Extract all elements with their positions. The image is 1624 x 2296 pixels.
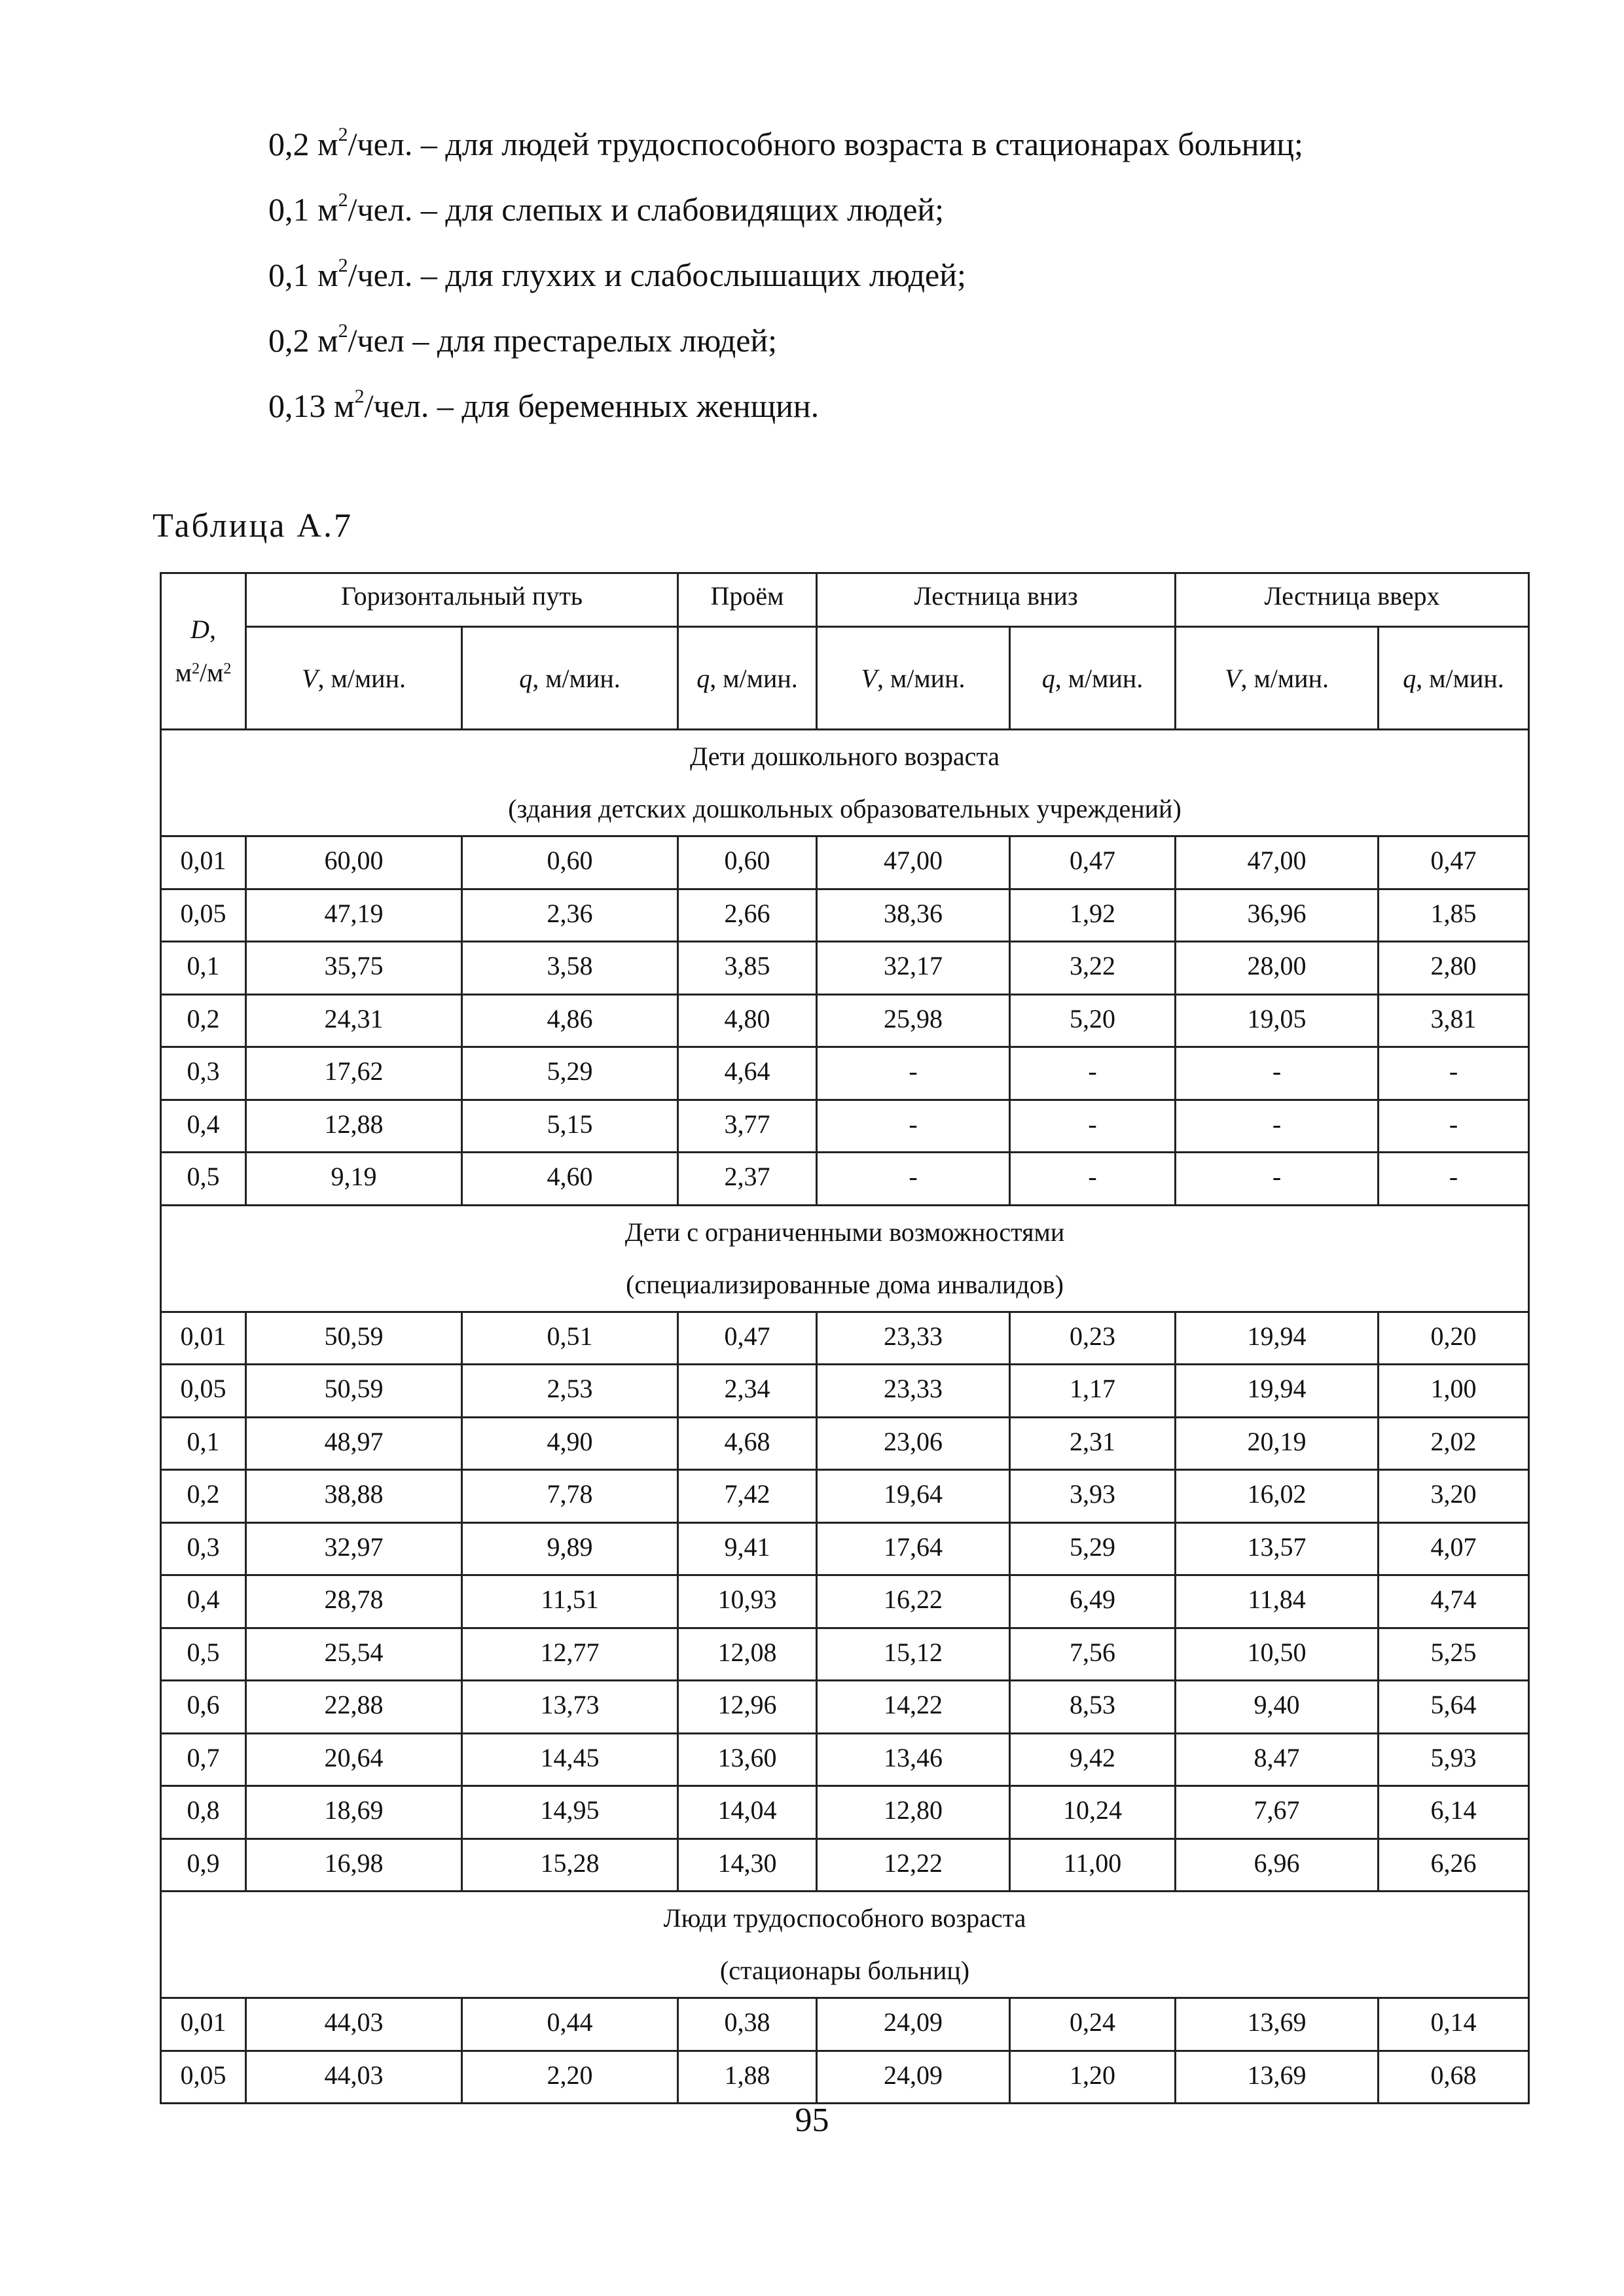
- value-cell: 7,56: [1010, 1628, 1176, 1681]
- value-cell: 5,20: [1010, 994, 1176, 1047]
- intro-description: /чел – для престарелых людей;: [348, 322, 778, 359]
- value-cell: 13,69: [1176, 1998, 1379, 2051]
- value-cell: 16,02: [1176, 1470, 1379, 1523]
- value-cell: 32,97: [246, 1522, 462, 1575]
- value-cell: 12,77: [462, 1628, 678, 1681]
- value-cell: -: [817, 1100, 1010, 1153]
- value-cell: 17,64: [817, 1522, 1010, 1575]
- value-cell: 3,58: [462, 942, 678, 995]
- value-cell: 5,64: [1379, 1681, 1529, 1734]
- value-cell: 12,88: [246, 1100, 462, 1153]
- intro-description: /чел. – для слепых и слабовидящих людей;: [348, 191, 945, 228]
- value-cell: 25,54: [246, 1628, 462, 1681]
- table-row: [161, 1470, 1529, 1523]
- value-cell: 19,64: [817, 1470, 1010, 1523]
- intro-superscript: 2: [354, 386, 365, 407]
- section-header: [161, 730, 1529, 836]
- value-cell: 10,50: [1176, 1628, 1379, 1681]
- value-cell: 19,94: [1176, 1365, 1379, 1418]
- subheader-cell: V, м/мин.: [246, 627, 462, 730]
- density-cell: 0,05: [161, 889, 246, 942]
- value-cell: 0,60: [678, 836, 817, 889]
- table-row: [161, 1312, 1529, 1365]
- value-cell: -: [1010, 1100, 1176, 1153]
- value-cell: 38,36: [817, 889, 1010, 942]
- section-title: Дети дошкольного возраста: [689, 742, 1000, 771]
- value-cell: 4,80: [678, 994, 817, 1047]
- section-subtitle: (специализированные дома инвалидов): [626, 1269, 1064, 1299]
- intro-superscript: 2: [338, 320, 348, 342]
- section-subtitle: (стационары больниц): [719, 1956, 970, 1985]
- value-cell: 0,20: [1379, 1312, 1529, 1365]
- value-cell: 5,29: [462, 1047, 678, 1100]
- value-cell: 1,88: [678, 2051, 817, 2104]
- value-cell: 9,41: [678, 1522, 817, 1575]
- value-cell: 19,94: [1176, 1312, 1379, 1365]
- value-cell: 11,84: [1176, 1575, 1379, 1628]
- intro-value: 0,13 м: [268, 387, 355, 424]
- header-doorway: Проём: [678, 573, 817, 627]
- value-cell: 9,42: [1010, 1733, 1176, 1786]
- section-header: [161, 1205, 1529, 1312]
- table-row: [161, 1839, 1529, 1892]
- value-cell: 4,60: [462, 1153, 678, 1206]
- section-title: Дети с ограниченными возможностями: [624, 1217, 1065, 1247]
- value-cell: 17,62: [246, 1047, 462, 1100]
- subheader-cell: q, м/мин.: [462, 627, 678, 730]
- value-cell: 50,59: [246, 1365, 462, 1418]
- value-cell: 44,03: [246, 2051, 462, 2104]
- density-cell: 0,05: [161, 2051, 246, 2104]
- value-cell: 7,78: [462, 1470, 678, 1523]
- section-header-row: [161, 730, 1529, 836]
- value-cell: 25,98: [817, 994, 1010, 1047]
- value-cell: 10,24: [1010, 1786, 1176, 1839]
- value-cell: 2,37: [678, 1153, 817, 1206]
- value-cell: 3,22: [1010, 942, 1176, 995]
- value-cell: 0,47: [1379, 836, 1529, 889]
- value-cell: 15,12: [817, 1628, 1010, 1681]
- value-cell: 6,26: [1379, 1839, 1529, 1892]
- value-cell: 4,07: [1379, 1522, 1529, 1575]
- intro-description: /чел. – для глухих и слабослышащих людей;: [348, 257, 966, 293]
- value-cell: 16,98: [246, 1839, 462, 1892]
- value-cell: 28,78: [246, 1575, 462, 1628]
- value-cell: 24,09: [817, 1998, 1010, 2051]
- value-cell: -: [1176, 1100, 1379, 1153]
- density-cell: 0,7: [161, 1733, 246, 1786]
- value-cell: -: [1379, 1100, 1529, 1153]
- value-cell: 47,00: [1176, 836, 1379, 889]
- value-cell: 4,64: [678, 1047, 817, 1100]
- value-cell: 9,40: [1176, 1681, 1379, 1734]
- density-cell: 0,01: [161, 1998, 246, 2051]
- table-row: [161, 942, 1529, 995]
- value-cell: 35,75: [246, 942, 462, 995]
- value-cell: 14,95: [462, 1786, 678, 1839]
- value-cell: 19,05: [1176, 994, 1379, 1047]
- value-cell: 1,20: [1010, 2051, 1176, 2104]
- intro-text: [268, 111, 1545, 439]
- value-cell: 1,85: [1379, 889, 1529, 942]
- subheader-cell: q, м/мин.: [678, 627, 817, 730]
- value-cell: 38,88: [246, 1470, 462, 1523]
- section-subtitle: (здания детских дошкольных образовательных учреждений): [508, 794, 1182, 823]
- value-cell: 12,22: [817, 1839, 1010, 1892]
- value-cell: 32,17: [817, 942, 1010, 995]
- value-cell: -: [1379, 1153, 1529, 1206]
- table-row: [161, 889, 1529, 942]
- value-cell: 5,29: [1010, 1522, 1176, 1575]
- value-cell: 2,36: [462, 889, 678, 942]
- value-cell: 16,22: [817, 1575, 1010, 1628]
- section-header: [161, 1892, 1529, 1998]
- value-cell: 3,20: [1379, 1470, 1529, 1523]
- intro-line: [268, 111, 1545, 177]
- value-cell: 28,00: [1176, 942, 1379, 995]
- density-cell: 0,8: [161, 1786, 246, 1839]
- value-cell: 15,28: [462, 1839, 678, 1892]
- value-cell: 2,31: [1010, 1417, 1176, 1470]
- value-cell: 2,20: [462, 2051, 678, 2104]
- value-cell: 18,69: [246, 1786, 462, 1839]
- table-caption: Таблица А.7: [153, 507, 353, 545]
- table-row: [161, 1998, 1529, 2051]
- intro-description: /чел. – для людей трудоспособного возраста в стационарах больниц;: [348, 126, 1303, 162]
- value-cell: 2,80: [1379, 942, 1529, 995]
- value-cell: 24,31: [246, 994, 462, 1047]
- value-cell: 3,93: [1010, 1470, 1176, 1523]
- density-cell: 0,01: [161, 836, 246, 889]
- value-cell: 4,74: [1379, 1575, 1529, 1628]
- value-cell: 13,60: [678, 1733, 817, 1786]
- table-row: [161, 1153, 1529, 1206]
- density-cell: 0,5: [161, 1628, 246, 1681]
- value-cell: 10,93: [678, 1575, 817, 1628]
- value-cell: 24,09: [817, 2051, 1010, 2104]
- value-cell: 9,19: [246, 1153, 462, 1206]
- value-cell: 2,66: [678, 889, 817, 942]
- value-cell: 4,90: [462, 1417, 678, 1470]
- table-row: [161, 1786, 1529, 1839]
- table-row: [161, 1575, 1529, 1628]
- value-cell: 4,86: [462, 994, 678, 1047]
- intro-line: [268, 308, 1545, 373]
- intro-value: 0,2 м: [268, 126, 338, 162]
- table-row: [161, 2051, 1529, 2104]
- section-title: Люди трудоспособного возраста: [663, 1903, 1026, 1933]
- value-cell: 0,24: [1010, 1998, 1176, 2051]
- value-cell: 0,60: [462, 836, 678, 889]
- value-cell: 4,68: [678, 1417, 817, 1470]
- value-cell: 3,77: [678, 1100, 817, 1153]
- value-cell: 9,89: [462, 1522, 678, 1575]
- value-cell: 13,46: [817, 1733, 1010, 1786]
- subheader-row: [161, 627, 1529, 730]
- value-cell: 12,08: [678, 1628, 817, 1681]
- value-cell: 3,85: [678, 942, 817, 995]
- value-cell: -: [1176, 1047, 1379, 1100]
- value-cell: 7,67: [1176, 1786, 1379, 1839]
- table-row: [161, 1522, 1529, 1575]
- density-cell: 0,3: [161, 1522, 246, 1575]
- value-cell: 23,06: [817, 1417, 1010, 1470]
- header-horizontal-path: Горизонтальный путь: [246, 573, 678, 627]
- value-cell: 1,17: [1010, 1365, 1176, 1418]
- value-cell: 13,57: [1176, 1522, 1379, 1575]
- value-cell: -: [1010, 1153, 1176, 1206]
- table-header: [161, 573, 1529, 730]
- table-row: [161, 1365, 1529, 1418]
- table-row: [161, 836, 1529, 889]
- value-cell: 6,14: [1379, 1786, 1529, 1839]
- value-cell: 0,51: [462, 1312, 678, 1365]
- value-cell: 2,34: [678, 1365, 817, 1418]
- intro-value: 0,1 м: [268, 191, 338, 228]
- value-cell: 11,00: [1010, 1839, 1176, 1892]
- density-cell: 0,3: [161, 1047, 246, 1100]
- table-body: [161, 730, 1529, 2104]
- value-cell: 1,00: [1379, 1365, 1529, 1418]
- table-row: [161, 1681, 1529, 1734]
- value-cell: 12,96: [678, 1681, 817, 1734]
- value-cell: 0,44: [462, 1998, 678, 2051]
- value-cell: 44,03: [246, 1998, 462, 2051]
- subheader-cell: V, м/мин.: [817, 627, 1010, 730]
- value-cell: 0,68: [1379, 2051, 1529, 2104]
- value-cell: 0,23: [1010, 1312, 1176, 1365]
- value-cell: 2,53: [462, 1365, 678, 1418]
- value-cell: -: [1176, 1153, 1379, 1206]
- intro-superscript: 2: [338, 189, 348, 211]
- density-cell: 0,6: [161, 1681, 246, 1734]
- value-cell: 3,81: [1379, 994, 1529, 1047]
- value-cell: 0,47: [678, 1312, 817, 1365]
- value-cell: 5,93: [1379, 1733, 1529, 1786]
- value-cell: -: [817, 1153, 1010, 1206]
- intro-description: /чел. – для беременных женщин.: [364, 387, 820, 424]
- value-cell: 12,80: [817, 1786, 1010, 1839]
- value-cell: 11,51: [462, 1575, 678, 1628]
- value-cell: 48,97: [246, 1417, 462, 1470]
- density-cell: 0,9: [161, 1839, 246, 1892]
- intro-value: 0,1 м: [268, 257, 338, 293]
- value-cell: 50,59: [246, 1312, 462, 1365]
- density-cell: 0,1: [161, 1417, 246, 1470]
- value-cell: 0,47: [1010, 836, 1176, 889]
- value-cell: 23,33: [817, 1312, 1010, 1365]
- value-cell: 14,45: [462, 1733, 678, 1786]
- value-cell: 8,53: [1010, 1681, 1176, 1734]
- value-cell: 8,47: [1176, 1733, 1379, 1786]
- table-row: [161, 1100, 1529, 1153]
- subheader-cell: q, м/мин.: [1010, 627, 1176, 730]
- value-cell: 14,22: [817, 1681, 1010, 1734]
- intro-superscript: 2: [338, 124, 348, 145]
- value-cell: -: [1010, 1047, 1176, 1100]
- density-header: D, $м^2/м^2$: [161, 573, 246, 730]
- density-cell: 0,4: [161, 1575, 246, 1628]
- value-cell: 2,02: [1379, 1417, 1529, 1470]
- value-cell: -: [817, 1047, 1010, 1100]
- value-cell: 0,14: [1379, 1998, 1529, 2051]
- value-cell: 1,92: [1010, 889, 1176, 942]
- header-stairs-down: Лестница вниз: [817, 573, 1176, 627]
- table-row: [161, 994, 1529, 1047]
- data-table: [160, 572, 1530, 2104]
- intro-value: 0,2 м: [268, 322, 338, 359]
- value-cell: 36,96: [1176, 889, 1379, 942]
- table-row: [161, 1417, 1529, 1470]
- value-cell: 20,19: [1176, 1417, 1379, 1470]
- value-cell: 5,15: [462, 1100, 678, 1153]
- density-cell: 0,2: [161, 1470, 246, 1523]
- subheader-cell: V, м/мин.: [1176, 627, 1379, 730]
- value-cell: 13,69: [1176, 2051, 1379, 2104]
- value-cell: 7,42: [678, 1470, 817, 1523]
- value-cell: 47,00: [817, 836, 1010, 889]
- section-header-row: [161, 1205, 1529, 1312]
- density-cell: 0,2: [161, 994, 246, 1047]
- density-cell: 0,4: [161, 1100, 246, 1153]
- value-cell: 22,88: [246, 1681, 462, 1734]
- value-cell: 5,25: [1379, 1628, 1529, 1681]
- page-number: 95: [795, 2102, 829, 2139]
- section-header-row: [161, 1892, 1529, 1998]
- value-cell: 13,73: [462, 1681, 678, 1734]
- value-cell: 6,96: [1176, 1839, 1379, 1892]
- value-cell: 14,04: [678, 1786, 817, 1839]
- density-cell: 0,5: [161, 1153, 246, 1206]
- value-cell: 14,30: [678, 1839, 817, 1892]
- value-cell: 0,38: [678, 1998, 817, 2051]
- intro-line: [268, 242, 1545, 308]
- density-cell: 0,05: [161, 1365, 246, 1418]
- value-cell: 47,19: [246, 889, 462, 942]
- table-row: [161, 1047, 1529, 1100]
- intro-line: [268, 177, 1545, 242]
- table-row: [161, 1733, 1529, 1786]
- value-cell: 20,64: [246, 1733, 462, 1786]
- density-cell: 0,01: [161, 1312, 246, 1365]
- subheader-cell: q, м/мин.: [1379, 627, 1529, 730]
- table-row: [161, 1628, 1529, 1681]
- intro-superscript: 2: [338, 255, 348, 276]
- header-stairs-up: Лестница вверх: [1176, 573, 1529, 627]
- value-cell: -: [1379, 1047, 1529, 1100]
- value-cell: 6,49: [1010, 1575, 1176, 1628]
- value-cell: 60,00: [246, 836, 462, 889]
- intro-line: [268, 373, 1545, 439]
- density-cell: 0,1: [161, 942, 246, 995]
- value-cell: 23,33: [817, 1365, 1010, 1418]
